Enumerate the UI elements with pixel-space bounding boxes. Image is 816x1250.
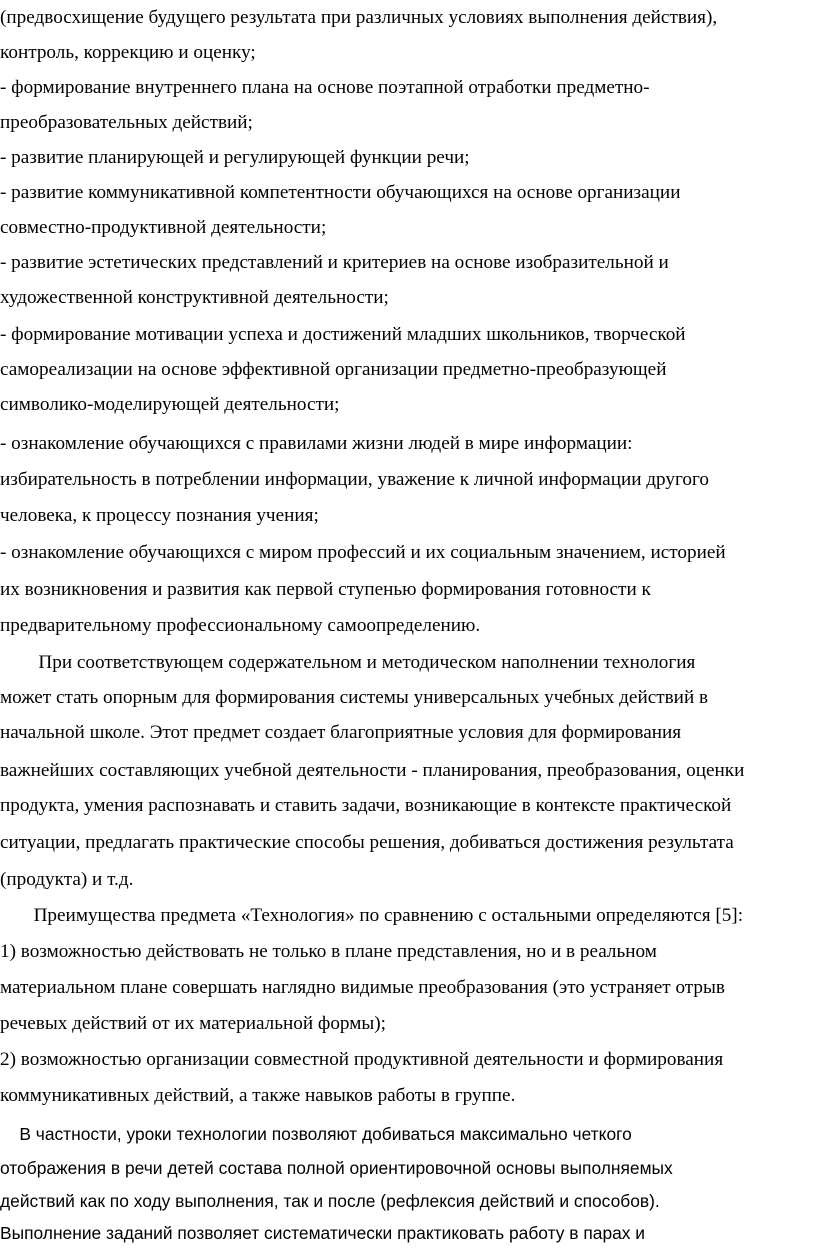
text-line: - развитие коммуникативной компетентности обучающихся на основе организации bbox=[0, 182, 681, 203]
text-line: действий как по ходу выполнения, так и после (рефлексия действий и способов). bbox=[0, 1191, 660, 1211]
text-line: Выполнение заданий позволяет систематически практиковать работу в парах и bbox=[0, 1223, 646, 1243]
text-line: 1) возможностью действовать не только в плане представления, но и в реальном bbox=[0, 941, 657, 962]
text-line: избирательность в потреблении информации, уважение к личной информации другого bbox=[0, 469, 709, 490]
text-line: отображения в речи детей состава полной ориентировочной основы выполняемых bbox=[0, 1158, 673, 1178]
text-line: продукта, умения распознавать и ставить задачи, возникающие в контексте практической bbox=[0, 795, 732, 816]
text-line: - ознакомление обучающихся с правилами жизни людей в мире информации: bbox=[0, 433, 633, 454]
text-line: В частности, уроки технологии позволяют добиваться максимально четкого bbox=[0, 1124, 632, 1144]
text-line: начальной школе. Этот предмет создает благоприятные условия для формирования bbox=[0, 722, 682, 743]
text-line: важнейших составляющих учебной деятельности - планирования, преобразования, оценки bbox=[0, 760, 745, 781]
text-line: символико-моделирующей деятельности; bbox=[0, 394, 340, 415]
text-line: Преимущества предмета «Технология» по сравнению с остальными определяются [5]: bbox=[0, 905, 744, 926]
text-line: При соответствующем содержательном и методическом наполнении технология bbox=[0, 652, 696, 673]
text-line: самореализации на основе эффективной организации предметно-преобразующей bbox=[0, 359, 667, 380]
text-line: 2) возможностью организации совместной продуктивной деятельности и формирования bbox=[0, 1049, 724, 1070]
text-line: коммуникативных действий, а также навыков работы в группе. bbox=[0, 1085, 516, 1106]
text-line: - развитие планирующей и регулирующей функции речи; bbox=[0, 147, 470, 168]
text-line: - формирование мотивации успеха и достижений младших школьников, творческой bbox=[0, 324, 686, 345]
text-line: их возникновения и развития как первой ступенью формирования готовности к bbox=[0, 579, 651, 600]
text-line: преобразовательных действий; bbox=[0, 112, 253, 133]
text-line: человека, к процессу познания учения; bbox=[0, 505, 319, 526]
text-line: художественной конструктивной деятельности; bbox=[0, 287, 389, 308]
text-line: совместно-продуктивной деятельности; bbox=[0, 217, 327, 238]
text-line: может стать опорным для формирования системы универсальных учебных действий в bbox=[0, 687, 709, 708]
text-line: предварительному профессиональному самоопределению. bbox=[0, 615, 481, 636]
text-line: (продукта) и т.д. bbox=[0, 869, 134, 890]
text-line: ситуации, предлагать практические способы решения, добиваться достижения результата bbox=[0, 832, 734, 853]
text-line: (предвосхищение будущего результата при различных условиях выполнения действия), bbox=[0, 7, 718, 28]
text-line: - ознакомление обучающихся с миром профессий и их социальным значением, историей bbox=[0, 542, 726, 563]
text-line: речевых действий от их материальной формы); bbox=[0, 1013, 386, 1034]
text-line: контроль, коррекцию и оценку; bbox=[0, 42, 256, 63]
text-line: - формирование внутреннего плана на основе поэтапной отработки предметно- bbox=[0, 77, 650, 98]
text-line: материальном плане совершать наглядно видимые преобразования (это устраняет отрыв bbox=[0, 977, 725, 998]
text-line: - развитие эстетических представлений и критериев на основе изобразительной и bbox=[0, 252, 669, 273]
